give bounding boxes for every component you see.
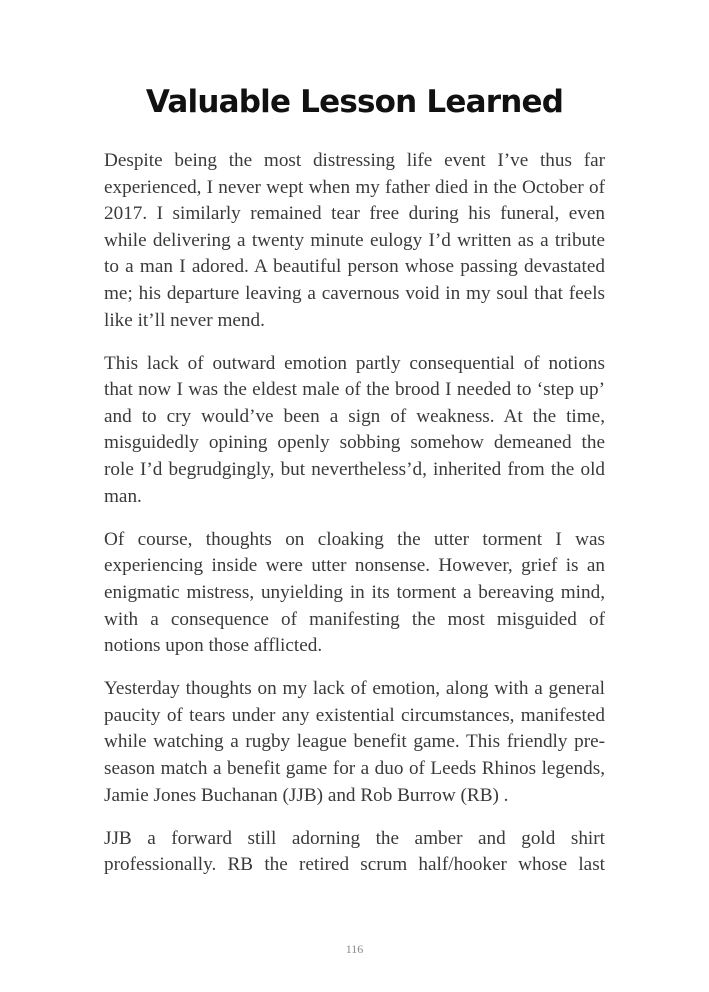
paragraph: Despite being the most distressing life event I’ve thus far experienced, I never wept when my father died in the October of 2017. I similarly remained tear free during his funeral, even while delivering a twenty minute eulogy I’d written as a tribute to a man I adored. A beautiful person whose passing devastated me; his departure leaving a cavernous void in my soul that feels like it’ll never mend.	[104, 150, 605, 331]
paragraph: Of course, thoughts on cloaking the utter torment I was experiencing inside were utter nonsense. However, grief is an enigmatic mistress, unyielding in its torment a bereaving mind, with a consequence of manifesting the most misguided of notions upon those afflicted.	[104, 528, 605, 657]
paragraph: Yesterday thoughts on my lack of emotion, along with a general paucity of tears under any existential circumstances, manifested while watching a rugby league benefit game. This friendly pre-season match a benefit game for a duo of Leeds Rhinos legends, Jamie Jones Buchanan (JJB) and Rob Burrow (RB) .	[104, 678, 605, 806]
paragraph: This lack of outward emotion partly consequential of notions that now I was the eldest male of the brood I needed to ‘step up’ and to cry would’ve been a sign of weakness. At the time, misguidedly opining openly sobbing somehow demeaned the role I’d begrudgingly, but nevertheless’d, inherited from the old man.	[104, 352, 605, 507]
chapter-title: Valuable Lesson Learned	[145, 84, 564, 120]
page-number: 116	[345, 942, 364, 956]
paragraph: JJB a forward still adorning the amber and gold shirt professionally. RB the retired scrum half/hooker whose last	[104, 827, 605, 876]
chapter-body	[104, 148, 605, 895]
